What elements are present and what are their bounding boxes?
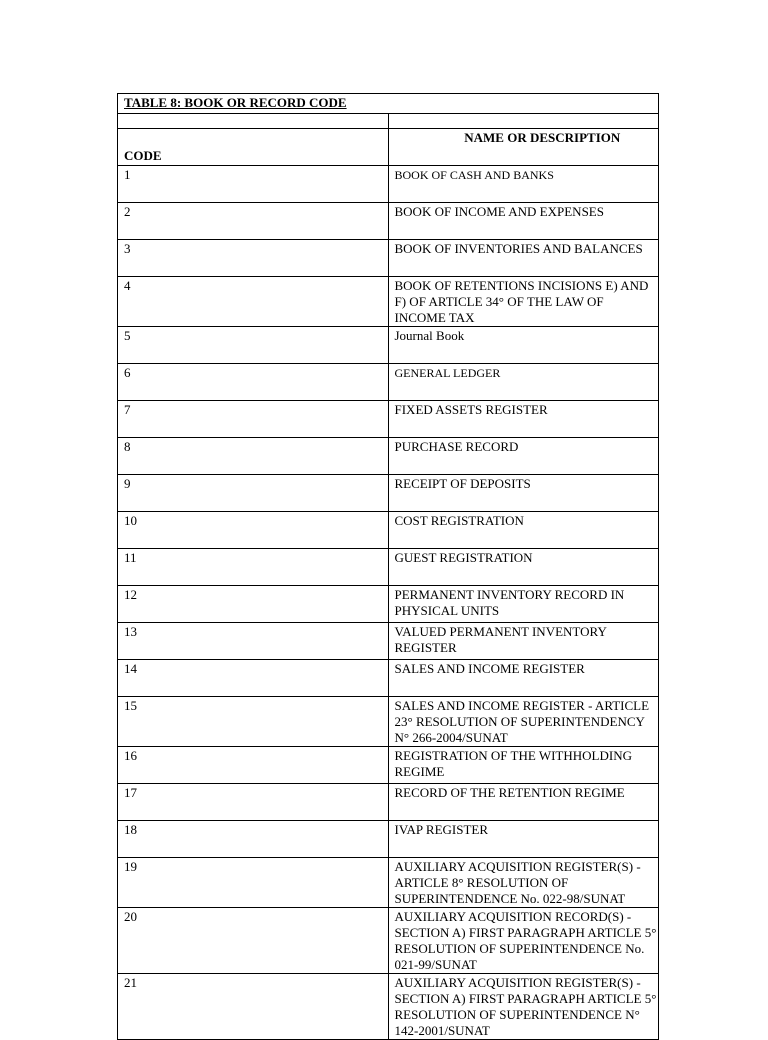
row-description: BOOK OF RETENTIONS INCISIONS E) AND F) OF ARTICLE 34° OF THE LAW OF INCOME TAX: [388, 277, 659, 327]
row-description: BOOK OF INCOME AND EXPENSES: [388, 203, 659, 240]
row-code: 6: [118, 364, 389, 401]
table-row: [118, 697, 659, 747]
table-row: [118, 277, 659, 327]
column-header-description-label: NAME OR DESCRIPTION: [464, 130, 621, 145]
row-description: PURCHASE RECORD: [388, 438, 659, 475]
row-description: GENERAL LEDGER: [388, 364, 659, 401]
row-description: REGISTRATION OF THE WITHHOLDING REGIME: [388, 747, 659, 784]
table-row: [118, 974, 659, 1040]
spacer-cell: [118, 114, 389, 129]
row-description: GUEST REGISTRATION: [388, 549, 659, 586]
spacer-row: [118, 114, 659, 129]
spacer-cell: [388, 114, 659, 129]
table-row: [118, 908, 659, 974]
row-description: BOOK OF CASH AND BANKS: [388, 166, 659, 203]
table-title: TABLE 8: BOOK OR RECORD CODE: [118, 94, 659, 114]
row-description: VALUED PERMANENT INVENTORY REGISTER: [388, 623, 659, 660]
table-row: [118, 438, 659, 475]
row-code: 10: [118, 512, 389, 549]
row-description: SALES AND INCOME REGISTER - ARTICLE 23° RESOLUTION OF SUPERINTENDENCY N° 266-2004/SUNAT: [388, 697, 659, 747]
row-description: IVAP REGISTER: [388, 821, 659, 858]
row-description: Journal Book: [388, 327, 659, 364]
row-code: 14: [118, 660, 389, 697]
row-description: PERMANENT INVENTORY RECORD IN PHYSICAL UNITS: [388, 586, 659, 623]
column-header-code: CODE: [118, 129, 389, 166]
table-row: [118, 203, 659, 240]
table-row: [118, 784, 659, 821]
table-row: [118, 660, 659, 697]
row-description: SALES AND INCOME REGISTER: [388, 660, 659, 697]
table-header-row: [118, 129, 659, 166]
row-code: 2: [118, 203, 389, 240]
row-code: 4: [118, 277, 389, 327]
table-row: [118, 166, 659, 203]
document-page: [117, 93, 659, 1040]
row-code: 16: [118, 747, 389, 784]
row-code: 15: [118, 697, 389, 747]
table-row: [118, 747, 659, 784]
row-code: 18: [118, 821, 389, 858]
table-row: [118, 327, 659, 364]
table-row: [118, 401, 659, 438]
row-code: 7: [118, 401, 389, 438]
row-code: 1: [118, 166, 389, 203]
column-header-description: [388, 129, 659, 166]
table-row: [118, 475, 659, 512]
table-row: [118, 240, 659, 277]
row-code: 13: [118, 623, 389, 660]
row-description: AUXILIARY ACQUISITION REGISTER(S) - SECTION A) FIRST PARAGRAPH ARTICLE 5° RESOLUTION OF SUPERINTENDENCE N° 142-2001/SUNAT: [388, 974, 659, 1040]
row-code: 11: [118, 549, 389, 586]
row-code: 19: [118, 858, 389, 908]
row-code: 3: [118, 240, 389, 277]
row-description: RECORD OF THE RETENTION REGIME: [388, 784, 659, 821]
row-description: BOOK OF INVENTORIES AND BALANCES: [388, 240, 659, 277]
book-code-table: [117, 93, 659, 1040]
row-description: RECEIPT OF DEPOSITS: [388, 475, 659, 512]
row-code: 21: [118, 974, 389, 1040]
row-code: 8: [118, 438, 389, 475]
row-code: 20: [118, 908, 389, 974]
row-description: AUXILIARY ACQUISITION REGISTER(S) - ARTICLE 8° RESOLUTION OF SUPERINTENDENCE No. 022-98/SUNAT: [388, 858, 659, 908]
table-row: [118, 364, 659, 401]
row-description: FIXED ASSETS REGISTER: [388, 401, 659, 438]
table-row: [118, 512, 659, 549]
table-row: [118, 821, 659, 858]
row-description: COST REGISTRATION: [388, 512, 659, 549]
row-code: 9: [118, 475, 389, 512]
table-row: [118, 858, 659, 908]
row-code: 17: [118, 784, 389, 821]
row-code: 12: [118, 586, 389, 623]
table-row: [118, 586, 659, 623]
table-row: [118, 623, 659, 660]
table-row: [118, 549, 659, 586]
row-code: 5: [118, 327, 389, 364]
table-title-row: [118, 94, 659, 114]
row-description: AUXILIARY ACQUISITION RECORD(S) - SECTION A) FIRST PARAGRAPH ARTICLE 5° RESOLUTION OF SUPERINTENDENCE No. 021-99/SUNAT: [388, 908, 659, 974]
